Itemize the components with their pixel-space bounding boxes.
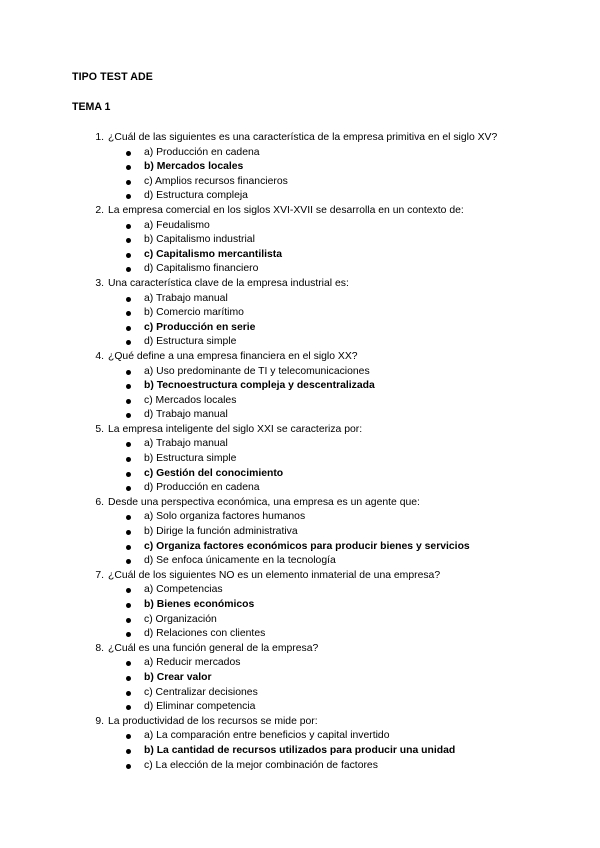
section-heading: TEMA 1	[72, 101, 111, 113]
correct-option	[0, 744, 600, 759]
option-list	[0, 510, 600, 568]
question-number: 1.	[95, 132, 104, 143]
option-text: d) Se enfoca únicamente en la tecnología	[144, 555, 336, 567]
answer-option	[0, 292, 600, 307]
answer-option	[0, 686, 600, 701]
option-text: d) Capitalismo financiero	[144, 263, 259, 275]
bullet-icon	[126, 151, 131, 156]
option-list	[0, 583, 600, 641]
question-number: 5.	[95, 423, 104, 435]
option-text: a) Feudalismo	[144, 219, 210, 231]
option-text: b) Crear valor	[144, 671, 212, 683]
question-item	[0, 277, 600, 350]
option-text: c) Amplios recursos financieros	[144, 175, 288, 187]
bullet-icon	[126, 588, 131, 593]
answer-option	[0, 408, 600, 423]
question-item	[0, 204, 600, 277]
question-line	[0, 350, 600, 365]
question-item	[0, 642, 600, 715]
option-text: d) Producción en cadena	[144, 482, 260, 494]
option-text: b) Bienes económicos	[144, 599, 255, 610]
question-line	[0, 642, 600, 657]
option-text: a) La comparación entre beneficios y capital invertido	[144, 730, 390, 742]
bullet-icon	[126, 749, 131, 754]
option-list	[0, 729, 600, 773]
correct-option	[0, 248, 600, 263]
option-text: b) Tecnoestructura compleja y descentralizada	[144, 380, 375, 392]
question-text: ¿Cuál de las siguientes es una característica de la empresa primitiva en el siglo XV?	[108, 132, 498, 143]
bullet-icon	[126, 384, 131, 389]
answer-option	[0, 394, 600, 409]
option-text: c) Producción en serie	[144, 321, 256, 333]
answer-option	[0, 481, 600, 496]
answer-option	[0, 219, 600, 234]
bullet-icon	[126, 734, 131, 739]
option-list	[0, 146, 600, 204]
option-text: d) Eliminar competencia	[144, 701, 256, 713]
option-text: c) Mercados locales	[144, 394, 237, 406]
correct-option	[0, 321, 600, 336]
bullet-icon	[126, 180, 131, 185]
option-text: d) Estructura simple	[144, 336, 237, 348]
answer-option	[0, 656, 600, 671]
answer-option	[0, 189, 600, 204]
answer-option	[0, 525, 600, 540]
bullet-icon	[126, 311, 131, 316]
question-number: 8.	[95, 642, 104, 654]
answer-option	[0, 262, 600, 277]
answer-option	[0, 146, 600, 161]
correct-option	[0, 540, 600, 555]
question-item	[0, 423, 600, 496]
answer-option	[0, 613, 600, 628]
bullet-icon	[126, 515, 131, 520]
option-text: a) Producción en cadena	[144, 146, 260, 158]
answer-option	[0, 627, 600, 642]
option-text: a) Solo organiza factores humanos	[144, 511, 306, 523]
question-text: ¿Cuál de los siguientes NO es un elemento inmaterial de una empresa?	[108, 569, 441, 581]
answer-option	[0, 437, 600, 452]
option-list	[0, 219, 600, 277]
option-text: c) Organiza factores económicos para producir bienes y servicios	[144, 540, 470, 552]
question-text: ¿Qué define a una empresa financiera en el siglo XX?	[108, 350, 358, 362]
option-text: d) Estructura compleja	[144, 190, 248, 202]
question-number: 2.	[95, 204, 104, 216]
option-list	[0, 292, 600, 350]
question-text: ¿Cuál es una función general de la empresa?	[108, 642, 319, 654]
option-text: c) Organización	[144, 613, 217, 625]
option-text: b) Estructura simple	[144, 453, 237, 465]
question-line	[0, 496, 600, 511]
bullet-icon	[126, 661, 131, 666]
option-list	[0, 365, 600, 423]
answer-option	[0, 233, 600, 248]
bullet-icon	[126, 165, 131, 170]
answer-option	[0, 510, 600, 525]
bullet-icon	[126, 267, 131, 272]
question-line	[0, 204, 600, 219]
bullet-icon	[126, 530, 131, 535]
option-text: c) Centralizar decisiones	[144, 686, 258, 698]
bullet-icon	[126, 486, 131, 491]
bullet-icon	[126, 705, 131, 710]
answer-option	[0, 452, 600, 467]
question-text: Una característica clave de la empresa industrial es:	[108, 277, 349, 289]
question-item	[0, 496, 600, 569]
question-item	[0, 350, 600, 423]
question-line	[0, 569, 600, 584]
option-text: d) Trabajo manual	[144, 409, 228, 421]
bullet-icon	[126, 399, 131, 404]
question-number: 6.	[95, 496, 104, 508]
question-number: 4.	[95, 350, 104, 362]
bullet-icon	[126, 297, 131, 302]
bullet-icon	[126, 457, 131, 462]
bullet-icon	[126, 632, 131, 637]
correct-option	[0, 160, 600, 175]
question-text: Desde una perspectiva económica, una empresa es un agente que:	[108, 496, 420, 508]
answer-option	[0, 175, 600, 190]
answer-option	[0, 335, 600, 350]
question-line	[0, 131, 600, 146]
answer-option	[0, 554, 600, 569]
bullet-icon	[126, 326, 131, 331]
answer-option	[0, 365, 600, 380]
question-list	[0, 131, 600, 773]
question-line	[0, 277, 600, 292]
bullet-icon	[126, 340, 131, 345]
option-text: c) La elección de la mejor combinación de factores	[144, 759, 378, 771]
correct-option	[0, 598, 600, 613]
correct-option	[0, 671, 600, 686]
question-number: 7.	[95, 569, 104, 581]
bullet-icon	[126, 472, 131, 477]
option-text: c) Capitalismo mercantilista	[144, 248, 283, 260]
question-item	[0, 569, 600, 642]
bullet-icon	[126, 413, 131, 418]
bullet-icon	[126, 618, 131, 623]
bullet-icon	[126, 559, 131, 564]
bullet-icon	[126, 691, 131, 696]
option-text: b) Mercados locales	[144, 161, 244, 173]
bullet-icon	[126, 545, 131, 550]
bullet-icon	[126, 676, 131, 681]
correct-option	[0, 379, 600, 394]
question-text: La empresa inteligente del siglo XXI se caracteriza por:	[108, 423, 363, 435]
option-text: a) Trabajo manual	[144, 292, 228, 304]
option-text: a) Trabajo manual	[144, 438, 228, 450]
question-text: La productividad de los recursos se mide por:	[108, 715, 318, 727]
option-text: a) Reducir mercados	[144, 657, 241, 669]
question-line	[0, 715, 600, 730]
question-number: 3.	[95, 277, 104, 289]
question-item	[0, 715, 600, 773]
correct-option	[0, 467, 600, 482]
bullet-icon	[126, 764, 131, 769]
option-text: b) Dirige la función administrativa	[144, 526, 298, 538]
option-text: b) Comercio marítimo	[144, 307, 244, 319]
option-text: d) Relaciones con clientes	[144, 628, 266, 640]
answer-option	[0, 759, 600, 774]
option-text: b) Capitalismo industrial	[144, 234, 255, 246]
option-text: a) Competencias	[144, 584, 223, 596]
answer-option	[0, 583, 600, 598]
option-text: a) Uso predominante de TI y telecomunicaciones	[144, 365, 370, 377]
bullet-icon	[126, 253, 131, 258]
question-line	[0, 423, 600, 438]
option-text: b) La cantidad de recursos utilizados para producir una unidad	[144, 744, 456, 756]
bullet-icon	[126, 224, 131, 229]
option-list	[0, 656, 600, 714]
question-text: La empresa comercial en los siglos XVI-XVII se desarrolla en un contexto de:	[108, 204, 464, 216]
bullet-icon	[126, 603, 131, 608]
answer-option	[0, 306, 600, 321]
question-number: 9.	[95, 715, 104, 727]
document-title: TIPO TEST ADE	[72, 71, 153, 83]
bullet-icon	[126, 442, 131, 447]
bullet-icon	[126, 194, 131, 199]
question-item	[0, 131, 600, 204]
bullet-icon	[126, 238, 131, 243]
option-text: c) Gestión del conocimiento	[144, 467, 284, 479]
answer-option	[0, 700, 600, 715]
answer-option	[0, 729, 600, 744]
option-list	[0, 437, 600, 495]
bullet-icon	[126, 370, 131, 375]
